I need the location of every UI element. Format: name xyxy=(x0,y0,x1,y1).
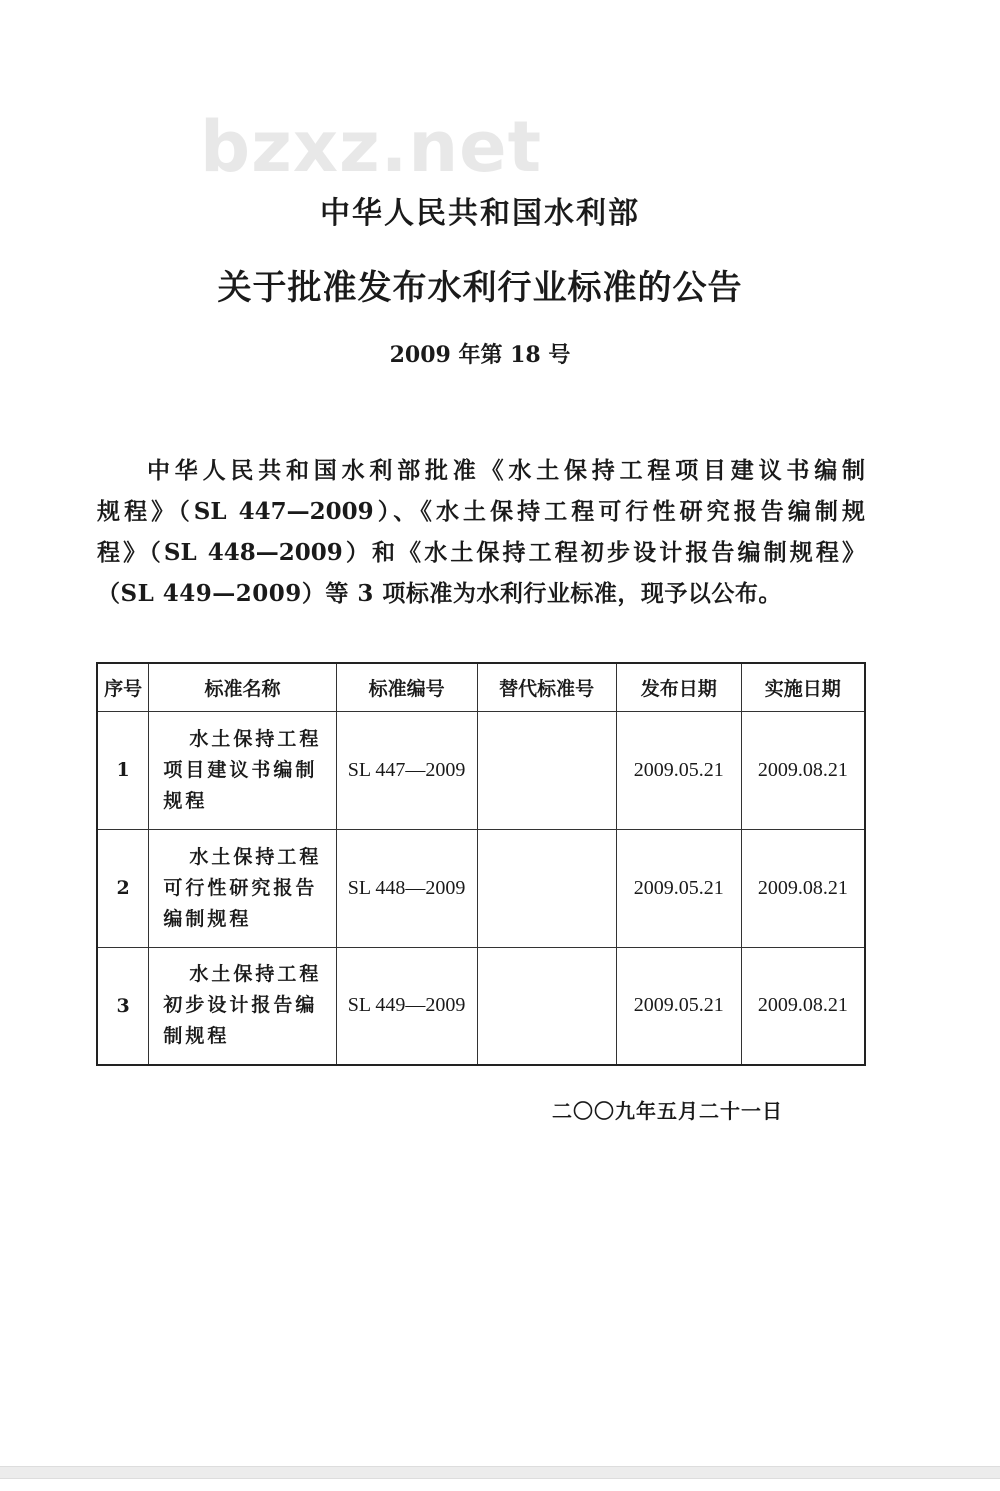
name-line: 水土保持工程 xyxy=(189,727,322,750)
signature-date: 二〇〇九年五月二十一日 xyxy=(552,1099,783,1123)
header-issued: 发布日期 xyxy=(616,663,741,711)
cell-no: 3 xyxy=(97,947,149,1065)
table-row xyxy=(97,711,865,829)
cell-effective: 2009.08.21 xyxy=(741,711,865,829)
cell-replaces xyxy=(477,947,616,1065)
name-line: 编制规程 xyxy=(163,907,252,930)
header-replaces: 替代标准号 xyxy=(477,663,616,711)
cell-name xyxy=(149,711,336,829)
body-line: 程》（SL 448—2009）和《水土保持工程初步设计报告编制规程》 xyxy=(97,539,865,566)
name-line: 规程 xyxy=(163,789,208,812)
cell-no: 2 xyxy=(97,829,149,947)
cell-replaces xyxy=(477,711,616,829)
standards-table xyxy=(96,662,866,1066)
watermark: bzxz.net xyxy=(200,106,543,188)
cell-effective: 2009.08.21 xyxy=(741,829,865,947)
cell-code: SL 448—2009 xyxy=(336,829,477,947)
cell-code: SL 447—2009 xyxy=(336,711,477,829)
body-line: （SL 449—2009）等 3 项标准为水利行业标准，现予以公布。 xyxy=(97,580,782,607)
cell-effective: 2009.08.21 xyxy=(741,947,865,1065)
name-line: 制规程 xyxy=(163,1025,230,1048)
body-line: 规程》（SL 447—2009）、《水土保持工程可行性研究报告编制规 xyxy=(97,498,865,525)
name-line: 初步设计报告编 xyxy=(163,994,318,1017)
cell-name xyxy=(149,829,336,947)
cell-replaces xyxy=(477,829,616,947)
announcement-body xyxy=(97,452,865,616)
name-line: 项目建议书编制 xyxy=(163,758,318,781)
header-code: 标准编号 xyxy=(336,663,477,711)
cell-issued: 2009.05.21 xyxy=(616,947,741,1065)
cell-issued: 2009.05.21 xyxy=(616,711,741,829)
cell-name xyxy=(149,947,336,1065)
table-row xyxy=(97,829,865,947)
header-no: 序号 xyxy=(97,663,149,711)
scan-edge-band xyxy=(0,1466,1000,1479)
name-line: 水土保持工程 xyxy=(189,963,322,986)
table-header-row xyxy=(97,663,865,711)
table-row xyxy=(97,947,865,1065)
header-effective: 实施日期 xyxy=(741,663,865,711)
name-line: 水土保持工程 xyxy=(189,845,322,868)
cell-code: SL 449—2009 xyxy=(336,947,477,1065)
announcement-number: 2009 年第 18 号 xyxy=(389,342,571,368)
name-line: 可行性研究报告 xyxy=(163,876,318,899)
cell-no: 1 xyxy=(97,711,149,829)
body-line: 中华人民共和国水利部批准《水土保持工程项目建议书编制 xyxy=(147,457,865,484)
cell-issued: 2009.05.21 xyxy=(616,829,741,947)
ministry-heading: 中华人民共和国水利部 xyxy=(320,196,640,231)
header-name: 标准名称 xyxy=(149,663,336,711)
announcement-title: 关于批准发布水利行业标准的公告 xyxy=(217,268,743,308)
